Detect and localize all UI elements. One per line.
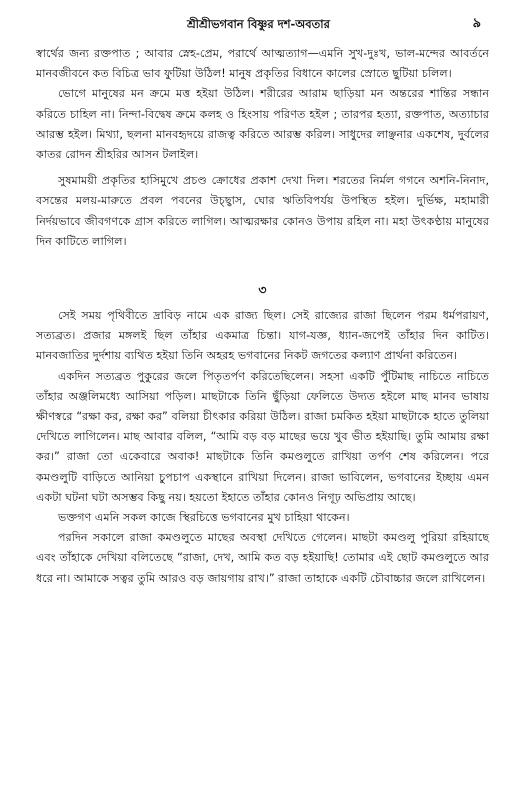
paragraph: সেই সময় পৃথিবীতে দ্রাবিড় নামে এক রাজ্য ছিল। সেই রাজ্যের রাজা ছিলেন পরম ধর্মপরায়ণ, সত্যব্রত। প্রজার মঙ্গলই ছিল তাঁহার একমাত্র চিন্তা। যাগ-যজ্ঞ, ধ্যান-জপেই তাঁহার দিন কাটিত। মানবজাতির দুর্দশায় ব্যথিত হইয়া তিনি অহরহ ভগবানের নিকট জগতের কল্যাণ প্রার্থনা করিতেন। [36, 309, 489, 363]
page-number: ৯ [472, 16, 481, 31]
page-body [36, 44, 489, 589]
paragraph: ভোগে মানুষের মন ক্রমে মত্ত হইয়া উঠিল। শরীরের আরাম ছাড়িয়া মন অন্তরের শান্তির সন্ধান করিতে চাহিল না। নিন্দা-বিদ্বেষ ক্রমে কলহ ও হিংসায় পরিণত হইল ; তারপর হত্যা, রক্তপাত, অত্যাচার আরম্ভ হইল। মিথ্যা, ছলনা মানবহৃদয়ে রাজত্ব করিতে আরম্ভ করিল। সাধুদের লাঞ্ছনার একশেষ, দুর্বলের কাতর রোদন শ্রীহরির আসন টলাইল। [36, 87, 489, 162]
section-number: ৩ [258, 282, 267, 298]
paragraph: পরদিন সকালে রাজা কমণ্ডলুতে মাছের অবস্থা দেখিতে গেলেন। মাছটা কমণ্ডলু পুরিয়া রহিয়াছে এবং তাঁহাকে দেখিয়া বলিতেছে “রাজা, দেখ, আমি কত বড় হইয়াছি! তোমার এই ছোট কমণ্ডলুতে আর ধরে না। আমাকে সত্বর তুমি আরও বড় জায়গায় রাখ।” রাজা তাহাকে একটি চৌবাচ্চার জলে রাখিলেন। [36, 531, 489, 585]
running-title: শ্রীশ্রীভগবান বিষ্ণুর দশ-অবতার [187, 17, 330, 31]
paragraph: সুষমাময়ী প্রকৃতির হাসিমুখে প্রচণ্ড ক্রোধের প্রকাশ দেখা দিল। শরতের নির্মল গগনে অশনি-নিনাদ, বসন্তের মলয়-মারুতে প্রবল পবনের উচ্ছ্বাস, ঘোর ঋতিবিপর্যয় উপস্থিত হইল। দুর্ভিক্ষ, মহামারী নির্দয়ভাবে জীবগণকে গ্রাস করিতে লাগিল। আত্মরক্ষার কোনও উপায় রহিল না। মহা উৎকণ্ঠায় মানুষের দিন কাটিতে লাগিল। [36, 174, 489, 248]
paragraph: একদিন সত্যব্রত পুকুরের জলে পিতৃতর্পণ করিতেছিলেন। সহসা একটি পুঁটিমাছ নাচিতে নাচিতে তাঁহার অঞ্জলিমধ্যে আসিয়া পড়িল। মাছটাকে তিনি ছুঁড়িয়া ফেলিতে উদ্যত হইলে মাছ মানব ভাষায় ক্ষীণস্বরে “রক্ষা কর, রক্ষা কর” বলিয়া চীৎকার করিয়া উঠিল। রাজা চমকিত হইয়া মাছটাকে হাতে তুলিয়া দেখিতে লাগিলেন। মাছ আবার বলিল, “আমি বড় বড় মাছের ভয়ে খুব ভীত হইয়াছি। তুমি আমায় রক্ষা কর।” রাজা তো একেবারে অবাক! মাছটাকে তিনি কমণ্ডলুতে রাখিয়া তর্পণ শেষ করিলেন। পরে কমণ্ডলুটি বাড়িতে আনিয়া চুপচাপ একস্থানে রাখিয়া দিলেন। রাজা ভাবিলেন, ভগবানের ইচ্ছায় এমন একটা ঘটনা ঘটা অসম্ভব কিছু নয়। হয়তো ইহাতে তাঁহার কোনও নিগূঢ় অভিপ্রায় আছে। [36, 369, 489, 504]
paragraph: স্বার্থের জন্য রক্তপাত ; আবার স্নেহ-প্রেম, পরার্থে আত্মত্যাগ—এমনি সুখ-দুঃখ, ভাল-মন্দের আবর্তনে মানবজীবনে কত বিচিত্র ভাব ফুটিয়া উঠিল! মানুষ প্রকৃতির বিধানে কালের স্রোতে ছুটিয়া চলিল। [36, 47, 489, 81]
running-header [36, 14, 481, 36]
paragraph: ভক্তগণ এমনি সকল কাজে স্থিরচিত্তে ভগবানের মুখ চাহিয়া থাকেন। [58, 511, 350, 525]
